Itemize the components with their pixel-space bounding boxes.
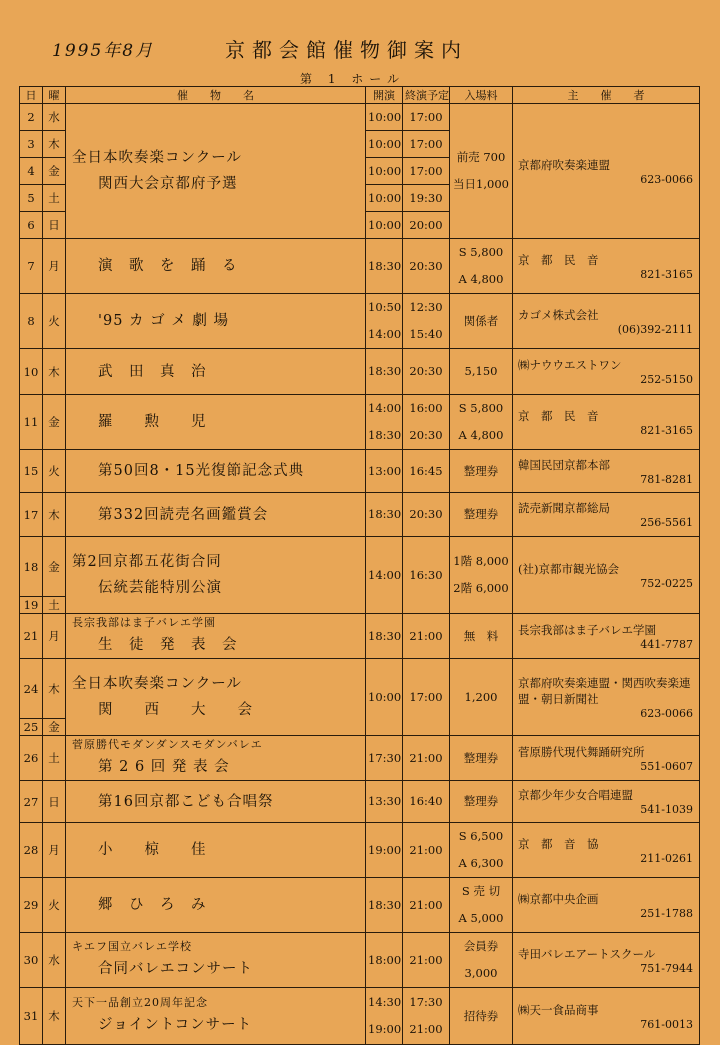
fee-line: 整理券 [463,750,499,765]
day-cell: 27 [20,781,43,823]
weekday-cell: 木 [43,131,66,158]
start-time-cell: 10:00 [366,185,403,212]
fee-cell [450,781,513,823]
day-cell: 17 [20,493,43,537]
fee-line: 整理券 [463,507,499,521]
event-name-cell [66,395,366,450]
fee-cell [450,537,513,614]
event-name-line: 第332回読売名画鑑賞会 [98,506,269,523]
weekday-cell: 月 [43,239,66,294]
organizer-name: 京都府吹奏楽連盟・関西吹奏楽連盟・朝日新聞社 [518,675,691,706]
fee-line: 2階 6,000 [453,581,509,595]
event-name-line: 関西大会京都府予選 [98,176,238,192]
end-time-cell [403,493,450,537]
organizer-cell [513,395,700,450]
fee-line: A 5,000 [458,911,504,925]
day-cell: 2 [20,104,43,131]
organizer-cell [513,239,700,294]
organizer-phone: 821-3165 [640,423,693,437]
table-row [20,988,700,1045]
col-weekday: 曜 [43,87,66,104]
start-time-cell: 10:00 [366,131,403,158]
weekday-cell: 月 [43,614,66,659]
start-time: 14:00 [368,327,402,341]
day-cell: 6 [20,212,43,239]
organizer-phone: 551-0607 [640,759,693,773]
fee-line: 前売 700 [456,150,506,164]
event-name-cell [66,781,366,823]
event-name-cell [66,537,366,614]
end-time-cell [403,933,450,988]
event-name-line: 第50回8・15光復節記念式典 [98,463,305,479]
fee-cell [450,988,513,1045]
col-start: 開演 [366,87,403,104]
fee-cell [450,493,513,537]
fee-line: S 5,800 [458,245,504,259]
end-time: 16:00 [409,401,443,415]
fee-line: 整理券 [463,463,499,478]
event-name-cell [66,988,366,1045]
event-name-line: 全日本吹奏楽コンクール [72,150,242,166]
fee-line: A 4,800 [458,272,504,286]
start-time-cell [366,659,403,736]
weekday-cell: 金 [43,719,66,736]
table-row [20,493,700,537]
end-time-cell [403,781,450,823]
table-header-row [20,87,700,104]
fee-line: 関係者 [463,313,499,328]
organizer-name: ㈱京都中央企画 [518,891,599,906]
col-end: 終演予定 [403,87,450,104]
start-time: 19:00 [368,842,402,857]
end-time: 15:40 [409,327,443,341]
weekday-cell: 金 [43,395,66,450]
weekday-cell: 日 [43,781,66,823]
start-time: 10:00 [368,689,402,704]
day-cell: 31 [20,988,43,1045]
start-time-cell [366,736,403,781]
start-time: 19:00 [368,1022,402,1036]
header-year-month: 1995年8月 [52,41,155,61]
day-cell: 5 [20,185,43,212]
organizer-cell [513,537,700,614]
day-cell: 29 [20,878,43,933]
weekday-cell: 金 [43,158,66,185]
end-time: 17:30 [409,995,443,1009]
start-time-cell [366,239,403,294]
organizer-cell [513,823,700,878]
event-name-line: キエフ国立バレエ学校 [72,940,192,953]
organizer-phone: 623-0066 [640,172,693,186]
organizer-name: 京 都 音 協 [518,836,599,851]
end-time-cell: 17:00 [403,104,450,131]
organizer-name: 京 都 民 音 [518,408,599,423]
organizer-phone: 821-3165 [640,267,693,281]
fee-line: 5,150 [464,364,498,378]
start-time-cell [366,537,403,614]
start-time-cell [366,450,403,493]
start-time-cell: 10:00 [366,158,403,185]
event-name-line: 羅 勲 児 [98,414,207,430]
fee-cell [450,450,513,493]
start-time-cell [366,294,403,349]
organizer-phone: (06)392-2111 [617,322,693,336]
organizer-name: 読売新聞京都総局 [518,501,610,515]
end-time: 21:00 [409,897,443,912]
col-fee: 入場料 [450,87,513,104]
day-cell: 24 [20,659,43,719]
organizer-name: カゴメ株式会社 [518,307,599,322]
weekday-cell: 水 [43,104,66,131]
weekday-cell: 木 [43,493,66,537]
organizer-name: ㈱天一食品商事 [518,1002,599,1017]
organizer-phone: 751-7944 [640,961,693,975]
event-name-line: 合同バレエコンサート [98,961,253,977]
organizer-phone: 251-1788 [640,906,693,920]
event-name-line: 武 田 真 治 [98,363,207,380]
hall-name: 第 1 ホール [300,72,406,86]
start-time-cell [366,933,403,988]
start-time: 13:00 [368,463,402,478]
start-time-cell [366,988,403,1045]
fee-line: 3,000 [464,966,498,980]
event-name-line: 郷 ひ ろ み [98,897,207,913]
end-time-cell [403,736,450,781]
event-name-line: 天下一品創立20周年記念 [72,996,208,1009]
table-row [20,395,700,450]
start-time-cell [366,614,403,659]
event-name-cell [66,614,366,659]
weekday-cell: 木 [43,349,66,395]
organizer-phone: 252-5150 [640,373,693,386]
organizer-phone: 781-8281 [640,472,693,486]
end-time-cell: 20:00 [403,212,450,239]
organizer-cell [513,736,700,781]
fee-cell [450,933,513,988]
organizer-cell [513,450,700,493]
start-time-cell [366,493,403,537]
event-name-line: 生 徒 発 表 会 [98,637,238,653]
event-name-cell [66,239,366,294]
weekday-cell: 土 [43,185,66,212]
start-time-cell: 10:00 [366,212,403,239]
organizer-name: ㈱ナウウエストワン [518,358,622,372]
fee-cell [450,614,513,659]
day-cell: 11 [20,395,43,450]
event-name-line: 第2回京都五花街合同 [72,554,222,570]
event-name-line: '95 カ ゴ メ 劇 場 [98,313,229,329]
fee-line: 会員券 [463,939,499,953]
fee-line: S 5,800 [458,401,504,415]
start-time-cell [366,823,403,878]
end-time-cell [403,614,450,659]
start-time: 18:30 [368,628,402,643]
organizer-cell [513,294,700,349]
table-row [20,104,700,131]
end-time: 20:30 [409,507,443,521]
start-time: 18:30 [368,258,402,273]
organizer-name: (社)京都市観光協会 [518,561,619,576]
col-day: 日 [20,87,43,104]
table-row [20,239,700,294]
event-name-line: 全日本吹奏楽コンクール [72,676,242,692]
fee-line: 招待券 [463,1008,499,1023]
event-name-line: 菅原勝代モダンダンスモダンバレエ [72,738,263,751]
day-cell: 10 [20,349,43,395]
event-name-cell [66,878,366,933]
table-row [20,878,700,933]
day-cell: 21 [20,614,43,659]
table-row [20,736,700,781]
end-time-cell [403,450,450,493]
event-name-line: 伝統芸能特別公演 [98,580,222,596]
fee-line: S 売 切 [461,884,501,898]
weekday-cell: 水 [43,933,66,988]
end-time-cell [403,988,450,1045]
end-time-cell [403,878,450,933]
fee-cell [450,294,513,349]
fee-line: S 6,500 [458,829,504,843]
table-row [20,349,700,395]
organizer-name: 菅原勝代現代舞踊研究所 [518,744,645,759]
start-time: 14:00 [368,401,402,415]
organizer-phone: 441-7787 [640,637,693,651]
organizer-phone: 256-5561 [640,516,693,529]
day-cell: 18 [20,537,43,597]
end-time-cell [403,659,450,736]
end-time-cell [403,395,450,450]
start-time: 18:30 [368,897,402,912]
fee-cell [450,104,513,239]
fee-line: 当日1,000 [453,177,509,191]
table-row [20,933,700,988]
event-name-cell [66,104,366,239]
page-title: 京都会館催物御案内 [225,38,468,62]
event-name-cell [66,450,366,493]
end-time: 16:40 [409,794,443,808]
day-cell: 3 [20,131,43,158]
fee-cell [450,239,513,294]
event-name-cell [66,294,366,349]
end-time-cell [403,239,450,294]
event-name-cell [66,933,366,988]
end-time-cell [403,349,450,395]
day-cell: 15 [20,450,43,493]
event-name-line: ジョイントコンサート [98,1017,253,1033]
organizer-phone: 541-1039 [640,803,693,816]
fee-line: A 6,300 [458,856,504,870]
event-name-cell [66,823,366,878]
organizer-cell [513,104,700,239]
organizer-cell [513,614,700,659]
table-row [20,659,700,719]
end-time: 16:45 [409,463,443,478]
fee-cell [450,878,513,933]
start-time: 14:30 [368,995,402,1009]
weekday-cell: 木 [43,988,66,1045]
end-time-cell: 17:00 [403,131,450,158]
fee-line: A 4,800 [458,428,504,442]
day-cell: 19 [20,597,43,614]
end-time: 20:30 [409,428,443,442]
event-name-line: 関 西 大 会 [98,702,253,718]
fee-cell [450,659,513,736]
start-time-cell: 10:00 [366,104,403,131]
day-cell: 4 [20,158,43,185]
end-time: 17:00 [409,689,443,704]
organizer-name: 京 都 民 音 [518,252,599,267]
event-name-line: 第16回京都こども合唱祭 [98,793,274,810]
start-time: 18:30 [368,507,402,521]
fee-cell [450,395,513,450]
organizer-cell [513,659,700,736]
start-time-cell [366,878,403,933]
start-time: 18:30 [368,428,402,442]
end-time-cell: 17:00 [403,158,450,185]
day-cell: 8 [20,294,43,349]
fee-cell [450,736,513,781]
event-name-cell [66,736,366,781]
weekday-cell: 月 [43,823,66,878]
end-time: 21:00 [409,1022,443,1036]
start-time-cell [366,395,403,450]
event-name-line: 第 2 6 回 発 表 会 [98,759,230,775]
end-time: 21:00 [409,952,443,967]
table-row [20,823,700,878]
day-cell: 30 [20,933,43,988]
table-row [20,614,700,659]
event-name-cell [66,349,366,395]
fee-line: 整理券 [463,794,499,808]
fee-line: 無 料 [463,628,499,643]
organizer-cell [513,878,700,933]
fee-cell [450,349,513,395]
start-time: 18:00 [368,952,402,967]
table-row [20,450,700,493]
start-time: 14:00 [368,567,402,582]
weekday-cell: 日 [43,212,66,239]
event-name-line: 長宗我部はま子バレエ学園 [72,616,216,629]
fee-line: 1階 8,000 [453,554,509,568]
end-time-cell [403,294,450,349]
table-row [20,537,700,597]
weekday-cell: 土 [43,736,66,781]
organizer-name: 京都少年少女合唱連盟 [518,788,633,802]
organizer-cell [513,933,700,988]
weekday-cell: 火 [43,450,66,493]
day-cell: 28 [20,823,43,878]
organizer-phone: 623-0066 [640,706,693,720]
day-cell: 25 [20,719,43,736]
end-time: 12:30 [409,300,443,314]
weekday-cell: 土 [43,597,66,614]
start-time-cell [366,781,403,823]
event-name-line: 演 歌 を 踊 る [98,258,238,274]
end-time-cell [403,823,450,878]
end-time: 21:00 [409,750,443,765]
weekday-cell: 火 [43,878,66,933]
col-event: 催 物 名 [66,87,366,104]
organizer-name: 韓国民団京都本部 [518,457,610,472]
organizer-cell [513,493,700,537]
weekday-cell: 金 [43,537,66,597]
organizer-name: 長宗我部はま子バレエ学園 [518,622,656,637]
start-time: 13:30 [368,794,402,808]
organizer-cell [513,349,700,395]
table-row [20,781,700,823]
end-time: 20:30 [409,364,443,378]
organizer-phone: 761-0013 [640,1017,693,1031]
end-time-cell: 19:30 [403,185,450,212]
fee-line: 1,200 [464,689,498,704]
end-time: 20:30 [409,258,443,273]
event-name-cell [66,659,366,736]
event-name-cell [66,493,366,537]
end-time: 21:00 [409,842,443,857]
col-organizer: 主 催 者 [513,87,700,104]
end-time-cell [403,537,450,614]
start-time: 10:50 [368,300,402,314]
start-time: 18:30 [368,364,402,378]
table-row [20,294,700,349]
organizer-phone: 211-0261 [640,851,693,865]
weekday-cell: 木 [43,659,66,719]
organizer-cell [513,781,700,823]
organizer-phone: 752-0225 [640,576,693,590]
organizer-name: 寺田バレエアートスクール [518,946,656,961]
organizer-cell [513,988,700,1045]
schedule-table [19,86,700,1045]
start-time-cell [366,349,403,395]
day-cell: 26 [20,736,43,781]
end-time: 16:30 [409,567,443,582]
event-name-line: 小 椋 佳 [98,842,207,858]
day-cell: 7 [20,239,43,294]
end-time: 21:00 [409,628,443,643]
fee-cell [450,823,513,878]
organizer-name: 京都府吹奏楽連盟 [518,157,610,172]
weekday-cell: 火 [43,294,66,349]
start-time: 17:30 [368,750,402,765]
